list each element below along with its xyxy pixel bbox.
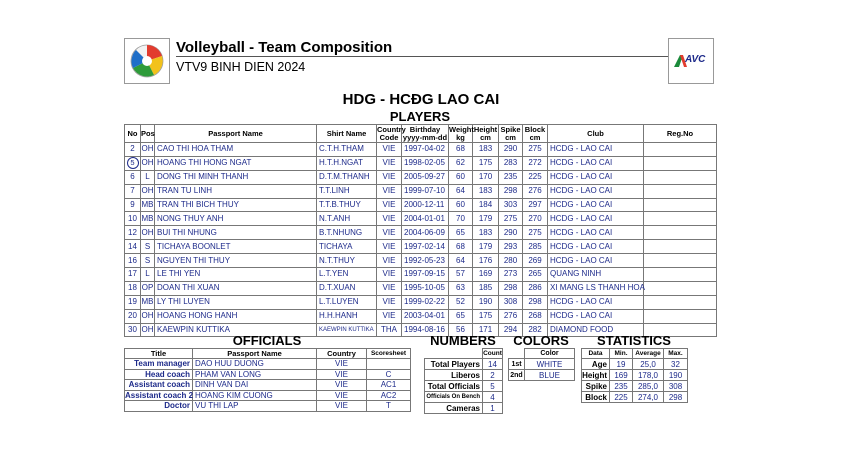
player-row [125, 143, 717, 157]
stat-min: 225 [610, 392, 633, 403]
official-country: VIE [317, 390, 367, 401]
player-height: 175 [473, 156, 499, 170]
player-shirt-name: B.T.NHUNG [317, 226, 377, 240]
player-weight: 64 [449, 254, 473, 268]
player-height: 185 [473, 281, 499, 295]
col-header: Color [525, 349, 575, 359]
player-position: OH [141, 323, 155, 337]
player-spike: 280 [499, 254, 523, 268]
player-number: 17 [125, 268, 141, 282]
player-reg-no [644, 170, 717, 184]
official-country: VIE [317, 401, 367, 412]
player-row [125, 198, 717, 212]
player-passport-name: NONG THUY ANH [155, 212, 317, 226]
player-weight: 70 [449, 212, 473, 226]
numbers-count: 5 [483, 381, 503, 392]
player-number: 2 [125, 143, 141, 157]
player-passport-name: DOAN THI XUAN [155, 281, 317, 295]
stat-min: 19 [610, 359, 633, 370]
numbers-label: Cameras [425, 403, 483, 414]
player-birthday: 1999-02-22 [402, 295, 449, 309]
official-title: Head coach [125, 369, 193, 380]
stat-label: Height [582, 370, 610, 381]
player-weight: 68 [449, 240, 473, 254]
player-country: THA [377, 323, 402, 337]
numbers-label: Liberos [425, 370, 483, 381]
officials-table [124, 348, 411, 412]
captain-number: 5 [127, 157, 139, 169]
avc-logo [668, 38, 714, 84]
numbers-label: Total Players [425, 359, 483, 370]
col-header: Average [633, 349, 664, 359]
players-section-title: PLAYERS [389, 109, 451, 124]
player-block: 265 [523, 268, 548, 282]
player-height: 171 [473, 323, 499, 337]
player-reg-no [644, 143, 717, 157]
col-header: Club [548, 125, 644, 143]
player-club: DIAMOND FOOD [548, 323, 644, 337]
numbers-label: Officials On Bench [425, 392, 483, 403]
col-header: Shirt Name [317, 125, 377, 143]
stat-min: 169 [610, 370, 633, 381]
player-number: 30 [125, 323, 141, 337]
official-row [125, 380, 411, 391]
player-club: HCDG - LAO CAI [548, 309, 644, 323]
player-shirt-name: C.T.H.THAM [317, 143, 377, 157]
player-birthday: 1997-09-15 [402, 268, 449, 282]
player-club: HCDG - LAO CAI [548, 254, 644, 268]
player-position: L [141, 268, 155, 282]
numbers-row [425, 370, 503, 381]
official-passport-name: DINH VAN DAI [193, 380, 317, 391]
player-shirt-name: TICHAYA [317, 240, 377, 254]
official-row [125, 401, 411, 412]
player-reg-no [644, 254, 717, 268]
player-birthday: 1994-08-16 [402, 323, 449, 337]
col-header: Country [317, 349, 367, 359]
player-spike: 298 [499, 281, 523, 295]
player-passport-name: KAEWPIN KUTTIKA [155, 323, 317, 337]
col-header: Passport Name [155, 125, 317, 143]
player-shirt-name: L.T.YEN [317, 268, 377, 282]
statistics-header-row [582, 349, 688, 359]
officials-header-row [125, 349, 411, 359]
player-club: HCDG - LAO CAI [548, 143, 644, 157]
numbers-row [425, 381, 503, 392]
title-divider [176, 56, 668, 57]
official-country: VIE [317, 359, 367, 370]
player-row [125, 212, 717, 226]
player-club: HCDG - LAO CAI [548, 184, 644, 198]
player-position: S [141, 254, 155, 268]
official-row [125, 390, 411, 401]
numbers-header-row [425, 349, 503, 359]
numbers-count: 1 [483, 403, 503, 414]
official-title: Team manager [125, 359, 193, 370]
player-club: HCDG - LAO CAI [548, 226, 644, 240]
volleyball-logo-icon [128, 42, 166, 80]
col-header: No [125, 125, 141, 143]
player-club: HCDG - LAO CAI [548, 295, 644, 309]
player-passport-name: LE THI YEN [155, 268, 317, 282]
player-weight: 63 [449, 281, 473, 295]
col-header: Spike cm [500, 124, 521, 142]
player-club: HCDG - LAO CAI [548, 198, 644, 212]
numbers-section-title: NUMBERS [430, 333, 496, 348]
col-header: Country Code [377, 124, 406, 142]
player-spike: 275 [499, 212, 523, 226]
player-passport-name: NGUYEN THI THUY [155, 254, 317, 268]
event-name: VTV9 BINH DIEN 2024 [176, 60, 306, 74]
player-reg-no [644, 309, 717, 323]
player-weight: 56 [449, 323, 473, 337]
player-weight: 60 [449, 198, 473, 212]
player-club: HCDG - LAO CAI [548, 156, 644, 170]
numbers-count: 4 [483, 392, 503, 403]
official-passport-name: HOANG KIM CUONG [193, 390, 317, 401]
player-row [125, 170, 717, 184]
avc-logo-text: AVC [685, 54, 706, 65]
player-passport-name: TRAN TU LINH [155, 184, 317, 198]
player-block: 282 [523, 323, 548, 337]
official-scoresheet: AC2 [367, 390, 411, 401]
colors-table [508, 348, 575, 381]
tournament-logo [124, 38, 170, 84]
player-birthday: 2005-09-27 [402, 170, 449, 184]
jersey-color: WHITE [525, 359, 575, 370]
player-country: VIE [377, 212, 402, 226]
official-row [125, 359, 411, 370]
player-row [125, 268, 717, 282]
player-country: VIE [377, 268, 402, 282]
player-reg-no [644, 240, 717, 254]
player-country: VIE [377, 143, 402, 157]
col-header: Data [582, 349, 610, 359]
player-birthday: 2003-04-01 [402, 309, 449, 323]
col-header: Scoresheet [367, 349, 411, 359]
player-club: QUANG NINH [548, 268, 644, 282]
player-country: VIE [377, 184, 402, 198]
player-block: 275 [523, 226, 548, 240]
player-row [125, 184, 717, 198]
stat-max: 190 [664, 370, 688, 381]
statistics-row [582, 359, 688, 370]
player-spike: 276 [499, 309, 523, 323]
player-row [125, 254, 717, 268]
player-height: 170 [473, 170, 499, 184]
numbers-row [425, 403, 503, 414]
player-passport-name: DONG THI MINH THANH [155, 170, 317, 184]
col-header: Birthday yyyy-mm-dd [402, 124, 448, 142]
player-country: VIE [377, 281, 402, 295]
color-order: 1st [509, 359, 525, 370]
official-row [125, 369, 411, 380]
player-reg-no [644, 281, 717, 295]
player-club: HCDG - LAO CAI [548, 170, 644, 184]
player-country: VIE [377, 198, 402, 212]
player-country: VIE [377, 295, 402, 309]
colors-row [509, 359, 575, 370]
player-height: 169 [473, 268, 499, 282]
col-header: Block cm [523, 125, 548, 143]
colors-row [509, 370, 575, 381]
player-birthday: 2004-06-09 [402, 226, 449, 240]
player-block: 285 [523, 240, 548, 254]
player-passport-name: TRAN THI BICH THUY [155, 198, 317, 212]
player-position: MB [141, 198, 155, 212]
player-position: L [141, 170, 155, 184]
player-spike: 298 [499, 184, 523, 198]
player-birthday: 1997-04-02 [402, 143, 449, 157]
player-number: 10 [125, 212, 141, 226]
player-height: 183 [473, 143, 499, 157]
player-position: OH [141, 184, 155, 198]
official-scoresheet: T [367, 401, 411, 412]
player-spike: 303 [499, 198, 523, 212]
official-scoresheet: C [367, 369, 411, 380]
player-spike: 290 [499, 143, 523, 157]
player-number: 6 [125, 170, 141, 184]
player-weight: 64 [449, 184, 473, 198]
player-block: 276 [523, 184, 548, 198]
player-weight: 65 [449, 309, 473, 323]
player-position: MB [141, 295, 155, 309]
numbers-count: 2 [483, 370, 503, 381]
match-title: HDG - HCĐG LAO CAI [342, 91, 500, 108]
player-height: 183 [473, 226, 499, 240]
player-shirt-name: H.T.H.NGAT [317, 156, 377, 170]
player-position: OH [141, 143, 155, 157]
stat-max: 308 [664, 381, 688, 392]
player-block: 225 [523, 170, 548, 184]
official-passport-name: VU THI LAP [193, 401, 317, 412]
player-passport-name: HOANG HONG HANH [155, 309, 317, 323]
player-height: 183 [473, 184, 499, 198]
col-header: Reg.No [644, 125, 717, 143]
numbers-row [425, 359, 503, 370]
player-row [125, 156, 717, 170]
player-block: 270 [523, 212, 548, 226]
officials-section-title: OFFICIALS [232, 333, 302, 348]
player-position: OP [141, 281, 155, 295]
player-weight: 60 [449, 170, 473, 184]
player-number: 19 [125, 295, 141, 309]
player-block: 286 [523, 281, 548, 295]
player-shirt-name: L.T.LUYEN [317, 295, 377, 309]
player-row [125, 240, 717, 254]
player-block: 268 [523, 309, 548, 323]
player-club: HCDG - LAO CAI [548, 240, 644, 254]
player-height: 176 [473, 254, 499, 268]
official-title: Assistant coach 2 [125, 390, 194, 400]
player-block: 298 [523, 295, 548, 309]
player-position: OH [141, 226, 155, 240]
player-weight: 57 [449, 268, 473, 282]
player-row [125, 309, 717, 323]
player-birthday: 1992-05-23 [402, 254, 449, 268]
player-reg-no [644, 295, 717, 309]
official-country: VIE [317, 380, 367, 391]
player-reg-no [644, 268, 717, 282]
stat-label: Block [582, 392, 610, 403]
col-header: Weight kg [449, 124, 474, 142]
empty-header [425, 349, 483, 359]
stat-average: 285,0 [633, 381, 664, 392]
player-birthday: 2004-01-01 [402, 212, 449, 226]
player-weight: 52 [449, 295, 473, 309]
jersey-color: BLUE [525, 370, 575, 381]
player-height: 179 [473, 240, 499, 254]
player-shirt-name: N.T.ANH [317, 212, 377, 226]
official-passport-name: DAO HUU DUONG [193, 359, 317, 370]
player-shirt-name: D.T.XUAN [317, 281, 377, 295]
player-country: VIE [377, 309, 402, 323]
official-title: Assistant coach [125, 380, 193, 391]
player-number: 20 [125, 309, 141, 323]
player-position: MB [141, 212, 155, 226]
player-spike: 235 [499, 170, 523, 184]
player-weight: 62 [449, 156, 473, 170]
players-header-row [125, 125, 717, 143]
statistics-row [582, 370, 688, 381]
player-number: 9 [125, 198, 141, 212]
col-header: Min. [610, 349, 633, 359]
players-table [124, 124, 717, 337]
colors-section-title: COLORS [513, 333, 569, 348]
player-reg-no [644, 212, 717, 226]
official-country: VIE [317, 369, 367, 380]
stat-average: 178,0 [633, 370, 664, 381]
stat-average: 25,0 [633, 359, 664, 370]
player-reg-no [644, 198, 717, 212]
player-country: VIE [377, 226, 402, 240]
player-shirt-name: T.T.B.THUY [317, 198, 377, 212]
player-shirt-name: T.T.LINH [317, 184, 377, 198]
color-order: 2nd [510, 371, 523, 379]
player-club: XI MANG LS THANH HOA [548, 281, 644, 295]
player-reg-no [644, 226, 717, 240]
player-country: VIE [377, 254, 402, 268]
colors-header-row [509, 349, 575, 359]
player-passport-name: CAO THI HOA THAM [155, 143, 317, 157]
player-position: OH [141, 309, 155, 323]
player-row [125, 295, 717, 309]
official-passport-name: PHAM VAN LONG [193, 369, 317, 380]
player-shirt-name: N.T.THUY [317, 254, 377, 268]
player-spike: 293 [499, 240, 523, 254]
player-height: 184 [473, 198, 499, 212]
player-shirt-name: H.H.HANH [317, 309, 377, 323]
player-number: 12 [125, 226, 141, 240]
player-passport-name: HOANG THI HONG NGAT [155, 156, 317, 170]
player-country: VIE [377, 240, 402, 254]
official-title: Doctor [125, 401, 193, 412]
player-weight: 68 [449, 143, 473, 157]
statistics-section-title: STATISTICS [597, 333, 671, 348]
stat-min: 235 [610, 381, 633, 392]
player-reg-no [644, 156, 717, 170]
numbers-row [425, 392, 503, 403]
player-spike: 294 [499, 323, 523, 337]
statistics-table [581, 348, 688, 403]
numbers-table [424, 348, 503, 414]
stat-label: Spike [582, 381, 610, 392]
col-header: Height cm [473, 124, 498, 142]
empty-header [509, 349, 525, 359]
player-birthday: 1997-02-14 [402, 240, 449, 254]
player-passport-name: BUI THI NHUNG [155, 226, 317, 240]
player-position: S [141, 240, 155, 254]
player-height: 190 [473, 295, 499, 309]
col-header: Count [483, 350, 502, 357]
player-block: 272 [523, 156, 548, 170]
player-height: 179 [473, 212, 499, 226]
numbers-count: 14 [483, 359, 503, 370]
page-title: Volleyball - Team Composition [176, 39, 393, 56]
col-header: Passport Name [193, 349, 317, 359]
player-number: 16 [125, 254, 141, 268]
player-number: 18 [125, 281, 141, 295]
player-birthday: 1995-10-05 [402, 281, 449, 295]
player-height: 175 [473, 309, 499, 323]
player-row [125, 281, 717, 295]
numbers-label: Total Officials [425, 381, 483, 392]
player-birthday: 1999-07-10 [402, 184, 449, 198]
player-club: HCDG - LAO CAI [548, 212, 644, 226]
player-position: OH [141, 156, 155, 170]
player-passport-name: TICHAYA BOONLET [155, 240, 317, 254]
player-country: VIE [377, 156, 402, 170]
official-scoresheet: AC1 [367, 380, 411, 391]
col-header: Title [125, 349, 193, 359]
player-block: 275 [523, 143, 548, 157]
player-number: 7 [125, 184, 141, 198]
player-shirt-name: KAEWPIN KUTTIKA [317, 323, 377, 337]
player-spike: 308 [499, 295, 523, 309]
player-reg-no [644, 184, 717, 198]
player-passport-name: LY THI LUYEN [155, 295, 317, 309]
statistics-row [582, 392, 688, 403]
player-spike: 290 [499, 226, 523, 240]
player-spike: 273 [499, 268, 523, 282]
player-number-cell [125, 156, 141, 170]
col-header: Max. [664, 349, 688, 359]
player-row [125, 226, 717, 240]
official-scoresheet [367, 359, 411, 370]
player-block: 297 [523, 198, 548, 212]
player-weight: 65 [449, 226, 473, 240]
stat-average: 274,0 [633, 392, 664, 403]
player-shirt-name: D.T.M.THANH [317, 170, 377, 184]
player-number: 14 [125, 240, 141, 254]
stat-label: Age [582, 359, 610, 370]
stat-max: 32 [664, 359, 688, 370]
col-header: Pos [141, 125, 155, 143]
player-country: VIE [377, 170, 402, 184]
player-birthday: 1998-02-05 [402, 156, 449, 170]
player-birthday: 2000-12-11 [402, 198, 449, 212]
stat-max: 298 [664, 392, 688, 403]
player-block: 269 [523, 254, 548, 268]
statistics-row [582, 381, 688, 392]
player-spike: 283 [499, 156, 523, 170]
